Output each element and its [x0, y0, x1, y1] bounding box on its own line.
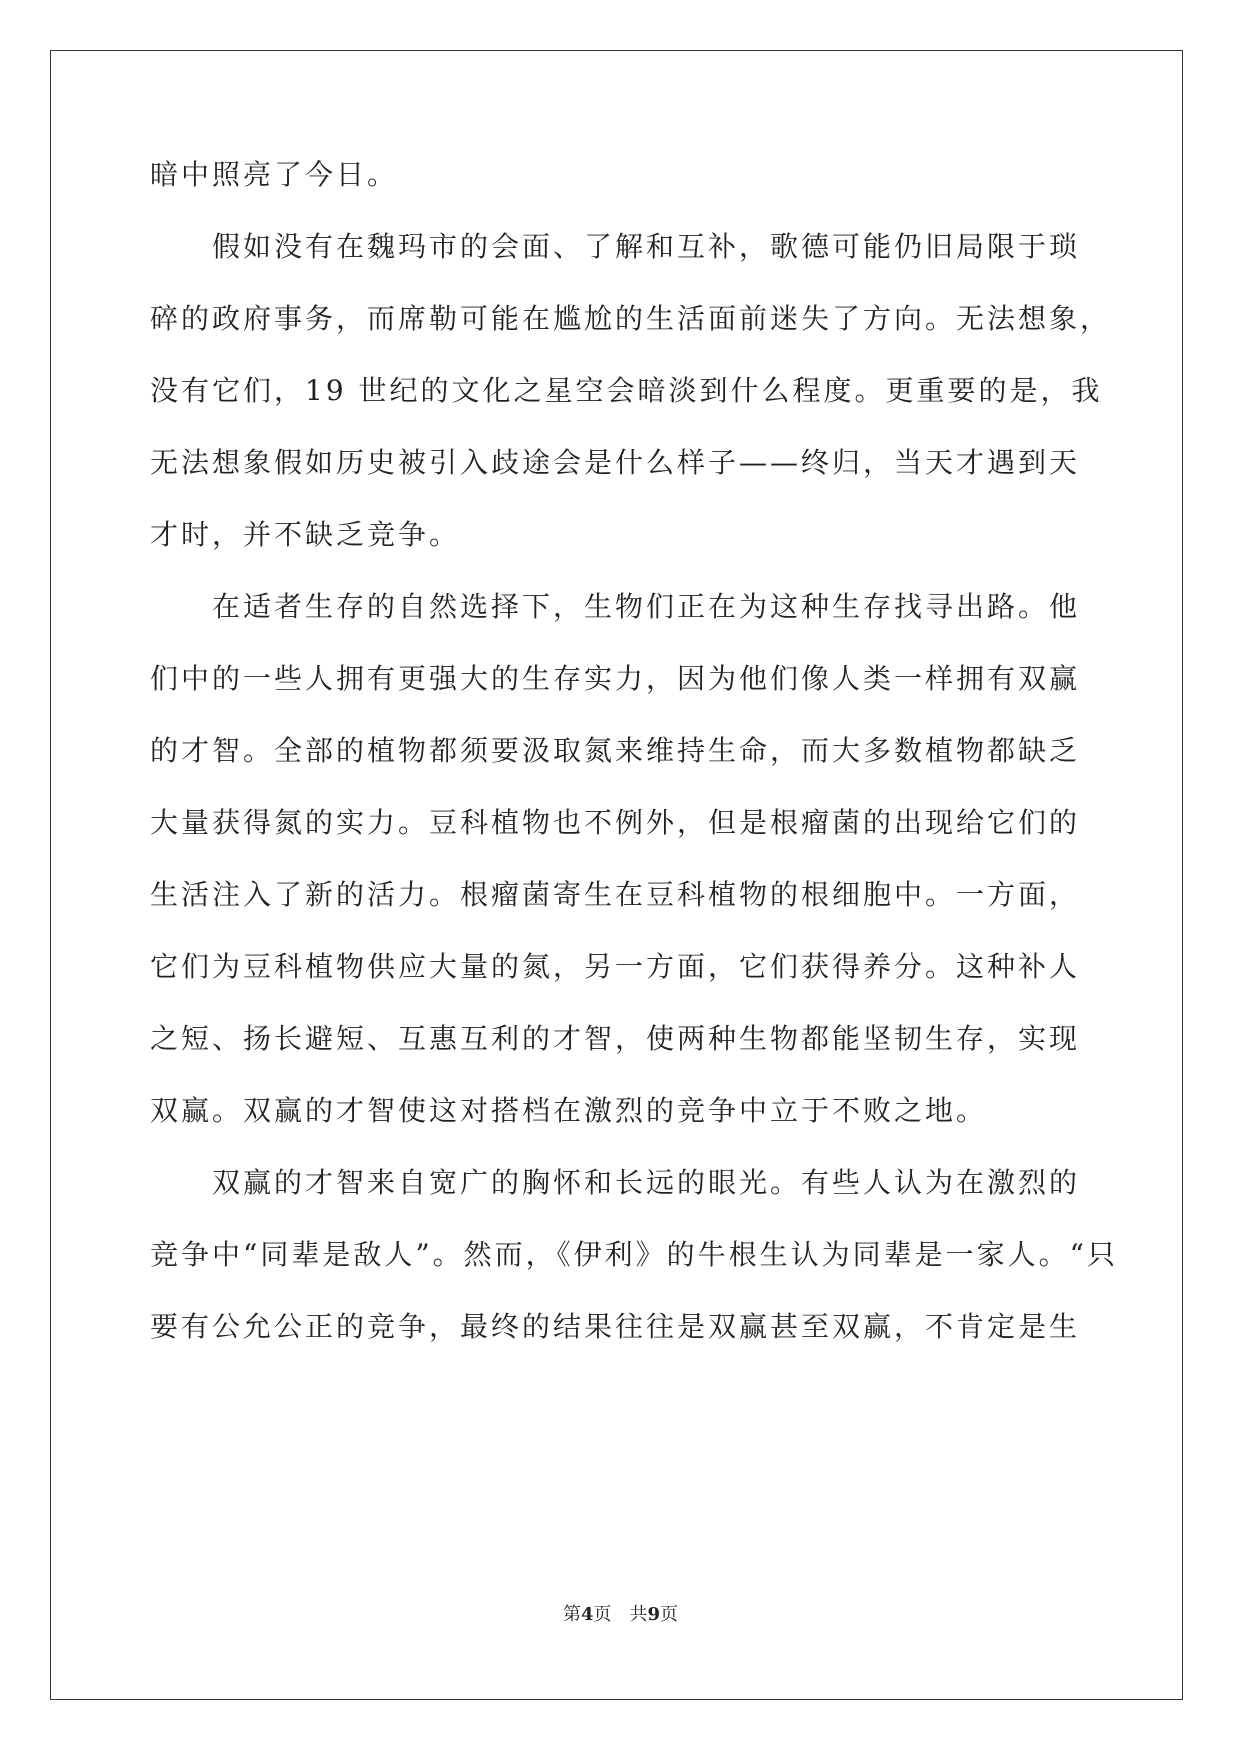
text-line: 假如没有在魏玛市的会面、了解和互补，歌德可能仍旧局限于琐	[212, 230, 1081, 263]
footer-page-number: 4	[580, 1604, 594, 1625]
text-line: 在适者生存的自然选择下，生物们正在为这种生存找寻出路。他	[212, 590, 1081, 623]
text-line: 碎的政府事务，而席勒可能在尴尬的生活面前迷失了方向。无法想象，	[150, 302, 1112, 335]
text-line: 才时，并不缺乏竞争。	[150, 518, 461, 551]
text-line: 暗中照亮了今日。	[150, 158, 399, 191]
footer-total-unit: 页	[660, 1604, 679, 1625]
text-line: 它们为豆科植物供应大量的氮，另一方面，它们获得养分。这种补人	[150, 950, 1081, 983]
footer-page-unit: 页	[593, 1604, 612, 1625]
text-line: 之短、扬长避短、互惠互利的才智，使两种生物都能坚韧生存，实现	[150, 1022, 1081, 1055]
text-line: 大量获得氮的实力。豆科植物也不例外，但是根瘤菌的出现给它们的	[150, 806, 1081, 839]
footer-total-prefix: 共	[629, 1604, 648, 1625]
text-line: 没有它们，19 世纪的文化之星空会暗淡到什么程度。更重要的是，我	[150, 374, 1103, 407]
text-line: 生活注入了新的活力。根瘤菌寄生在豆科植物的根细胞中。一方面，	[150, 878, 1081, 911]
text-line: 无法想象假如历史被引入歧途会是什么样子——终归，当天才遇到天	[150, 446, 1081, 479]
text-line: 竞争中“同辈是敌人”。然而，《伊利》的牛根生认为同辈是一家人。“只	[150, 1238, 1118, 1271]
page-footer	[0, 1600, 1241, 1626]
text-line: 们中的一些人拥有更强大的生存实力，因为他们像人类一样拥有双赢	[150, 662, 1081, 695]
text-line: 双赢。双赢的才智使这对搭档在激烈的竞争中立于不败之地。	[150, 1094, 988, 1127]
text-line: 双赢的才智来自宽广的胸怀和长远的眼光。有些人认为在激烈的	[212, 1166, 1081, 1199]
footer-prefix: 第	[562, 1604, 581, 1625]
footer-total-pages: 9	[647, 1604, 661, 1625]
text-line: 的才智。全部的植物都须要汲取氮来维持生命，而大多数植物都缺乏	[150, 734, 1081, 767]
text-line: 要有公允公正的竞争，最终的结果往往是双赢甚至双赢，不肯定是生	[150, 1310, 1081, 1343]
